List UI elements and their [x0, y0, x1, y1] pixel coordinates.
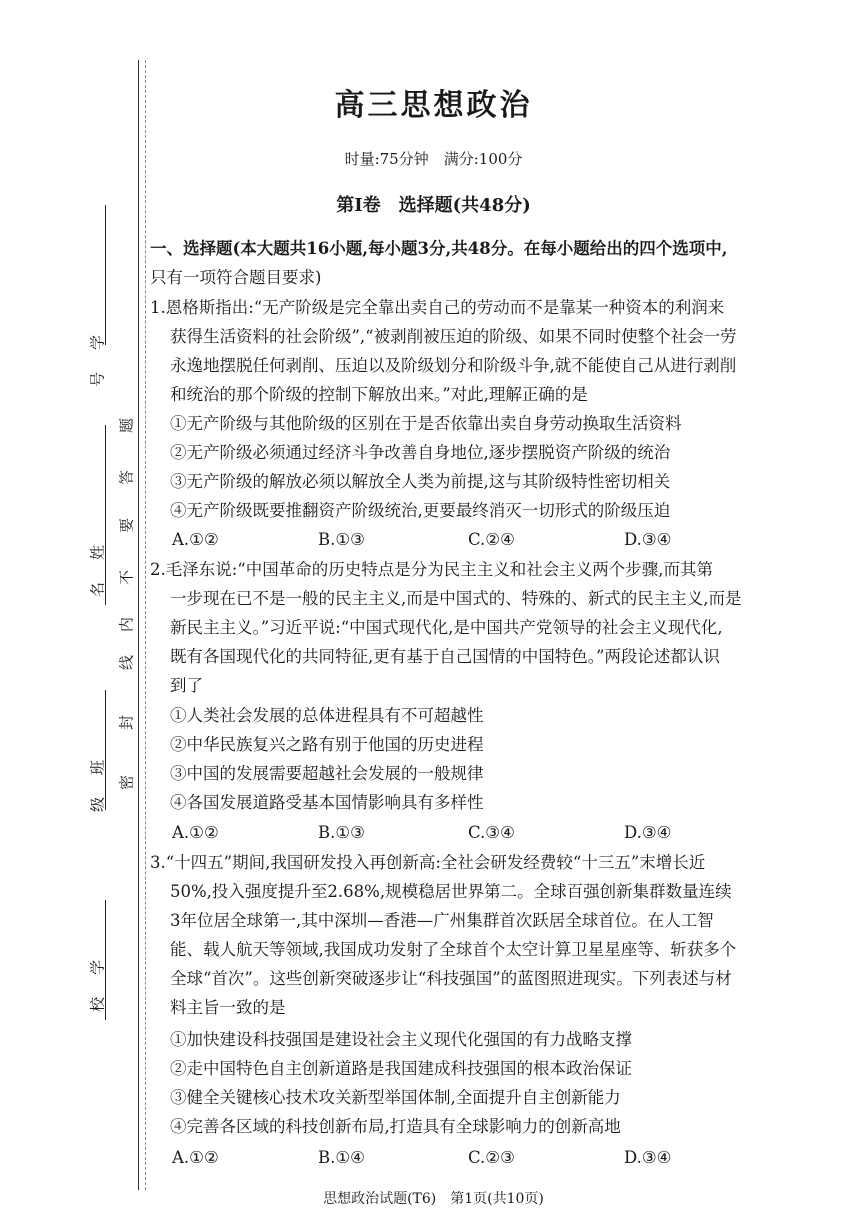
question-2-stem: 一步现在已不是一般的民主主义,而是中国式的、特殊的、新式的民主主义,而是 — [170, 589, 742, 608]
question-1-option-b[interactable]: B.①③ — [318, 530, 365, 549]
question-3-stem: 3.“十四五”期间,我国研发投入再创新高:全社会研发经费较“十三五”末增长近 — [150, 853, 706, 872]
question-2-stem: 2.毛泽东说:“中国革命的历史特点是分为民主主义和社会主义两个步骤,而其第 — [150, 560, 713, 579]
question-2-stem: 既有各国现代化的共同特征,更有基于自己国情的中国特色。”两段论述都认识 — [170, 647, 720, 666]
instruction-line: 一、选择题(本大题共16小题,每小题3分,共48分。在每小题给出的四个选项中, — [150, 239, 728, 258]
question-2-item: ①人类社会发展的总体进程具有不可超越性 — [170, 706, 484, 725]
instruction-line: 只有一项符合题目要求) — [150, 268, 322, 287]
question-3-stem: 50%,投入强度提升至2.68%,规模稳居世界第二。全球百强创新集群数量连续 — [170, 882, 732, 901]
seal-note-char: 密 — [117, 775, 136, 791]
name-label: 姓 名 — [88, 545, 107, 598]
seal-note-char: 要 — [117, 518, 136, 534]
question-1-item: ②无产阶级必须通过经济斗争改善自身地位,逐步摆脱资产阶级的统治 — [170, 443, 671, 462]
question-3-item: ④完善各区域的科技创新布局,打造具有全球影响力的创新高地 — [170, 1117, 621, 1136]
class-blank[interactable] — [105, 690, 106, 810]
section-title: 第Ⅰ卷 选择题(共48分) — [336, 195, 531, 216]
question-2-option-c[interactable]: C.③④ — [468, 823, 515, 842]
student-id-label: 学 号 — [88, 335, 107, 388]
page-footer: 思想政治试题(T6) 第1页(共10页) — [323, 1191, 544, 1207]
question-2-item: ②中华民族复兴之路有别于他国的历史进程 — [170, 735, 484, 754]
question-1-item: ①无产阶级与其他阶级的区别在于是否依靠出卖自身劳动换取生活资料 — [170, 414, 682, 433]
question-1-stem: 1.恩格斯指出:“无产阶级是完全靠出卖自己的劳动而不是靠某一种资本的利润来 — [150, 298, 725, 317]
question-1-stem: 永逸地摆脱任何剥削、压迫以及阶级划分和阶级斗争,就不能使自己从进行剥削 — [170, 356, 737, 375]
question-2-stem: 新民主主义。”习近平说:“中国式现代化,是中国共产党领导的社会主义现代化, — [170, 618, 723, 637]
binding-line-outer — [138, 60, 139, 1190]
question-1-option-a[interactable]: A.①② — [172, 530, 219, 549]
question-1-stem: 获得生活资料的社会阶级”,“被剥削被压迫的阶级、如果不同时使整个社会一劳 — [170, 327, 737, 346]
class-label: 班 级 — [88, 760, 107, 813]
seal-note-char: 线 — [117, 655, 136, 671]
seal-note-char: 答 — [117, 470, 136, 486]
question-3-item: ②走中国特色自主创新道路是我国建成科技强国的根本政治保证 — [170, 1059, 632, 1078]
binding-line-inner — [145, 60, 146, 1190]
question-3-stem: 全球“首次”。这些创新突破逐步让“科技强国”的蓝图照进现实。下列表述与材 — [170, 969, 732, 988]
question-3-option-c[interactable]: C.②③ — [468, 1148, 515, 1167]
question-3-option-b[interactable]: B.①④ — [318, 1148, 365, 1167]
question-3-stem: 料主旨一致的是 — [170, 998, 286, 1017]
question-3-option-a[interactable]: A.①② — [172, 1148, 219, 1167]
question-1-option-d[interactable]: D.③④ — [624, 530, 672, 549]
question-1-item: ④无产阶级既要推翻资产阶级统治,更要最终消灭一切形式的阶级压迫 — [170, 501, 671, 520]
seal-note-char: 题 — [117, 418, 136, 434]
question-2-option-a[interactable]: A.①② — [172, 823, 219, 842]
school-label: 学 校 — [88, 960, 107, 1013]
question-3-item: ①加快建设科技强国是建设社会主义现代化强国的有力战略支撑 — [170, 1030, 632, 1049]
seal-note-char: 不 — [117, 570, 136, 586]
seal-note-char: 内 — [117, 617, 136, 633]
question-2-option-d[interactable]: D.③④ — [624, 823, 672, 842]
page-title: 高三思想政治 — [334, 88, 533, 123]
question-2-item: ④各国发展道路受基本国情影响具有多样性 — [170, 793, 484, 812]
question-2-item: ③中国的发展需要超越社会发展的一般规律 — [170, 764, 484, 783]
question-1-stem: 和统治的那个阶级的控制下解放出来。”对此,理解正确的是 — [170, 385, 588, 404]
question-2-option-b[interactable]: B.①③ — [318, 823, 365, 842]
exam-meta: 时量:75分钟 满分:100分 — [344, 150, 523, 168]
school-blank[interactable] — [105, 900, 106, 1020]
student-id-blank[interactable] — [105, 205, 106, 345]
seal-note-char: 封 — [117, 715, 136, 731]
question-3-item: ③健全关键核心技术攻关新型举国体制,全面提升自主创新能力 — [170, 1088, 621, 1107]
question-2-stem: 到了 — [170, 676, 203, 695]
question-3-option-d[interactable]: D.③④ — [624, 1148, 672, 1167]
question-3-stem: 能、载人航天等领域,我国成功发射了全球首个太空计算卫星星座等、斩获多个 — [170, 940, 737, 959]
name-blank[interactable] — [105, 425, 106, 605]
question-1-option-c[interactable]: C.②④ — [468, 530, 515, 549]
question-1-item: ③无产阶级的解放必须以解放全人类为前提,这与其阶级特性密切相关 — [170, 472, 671, 491]
question-3-stem: 3年位居全球第一,其中深圳—香港—广州集群首次跃居全球首位。在人工智 — [170, 911, 714, 930]
